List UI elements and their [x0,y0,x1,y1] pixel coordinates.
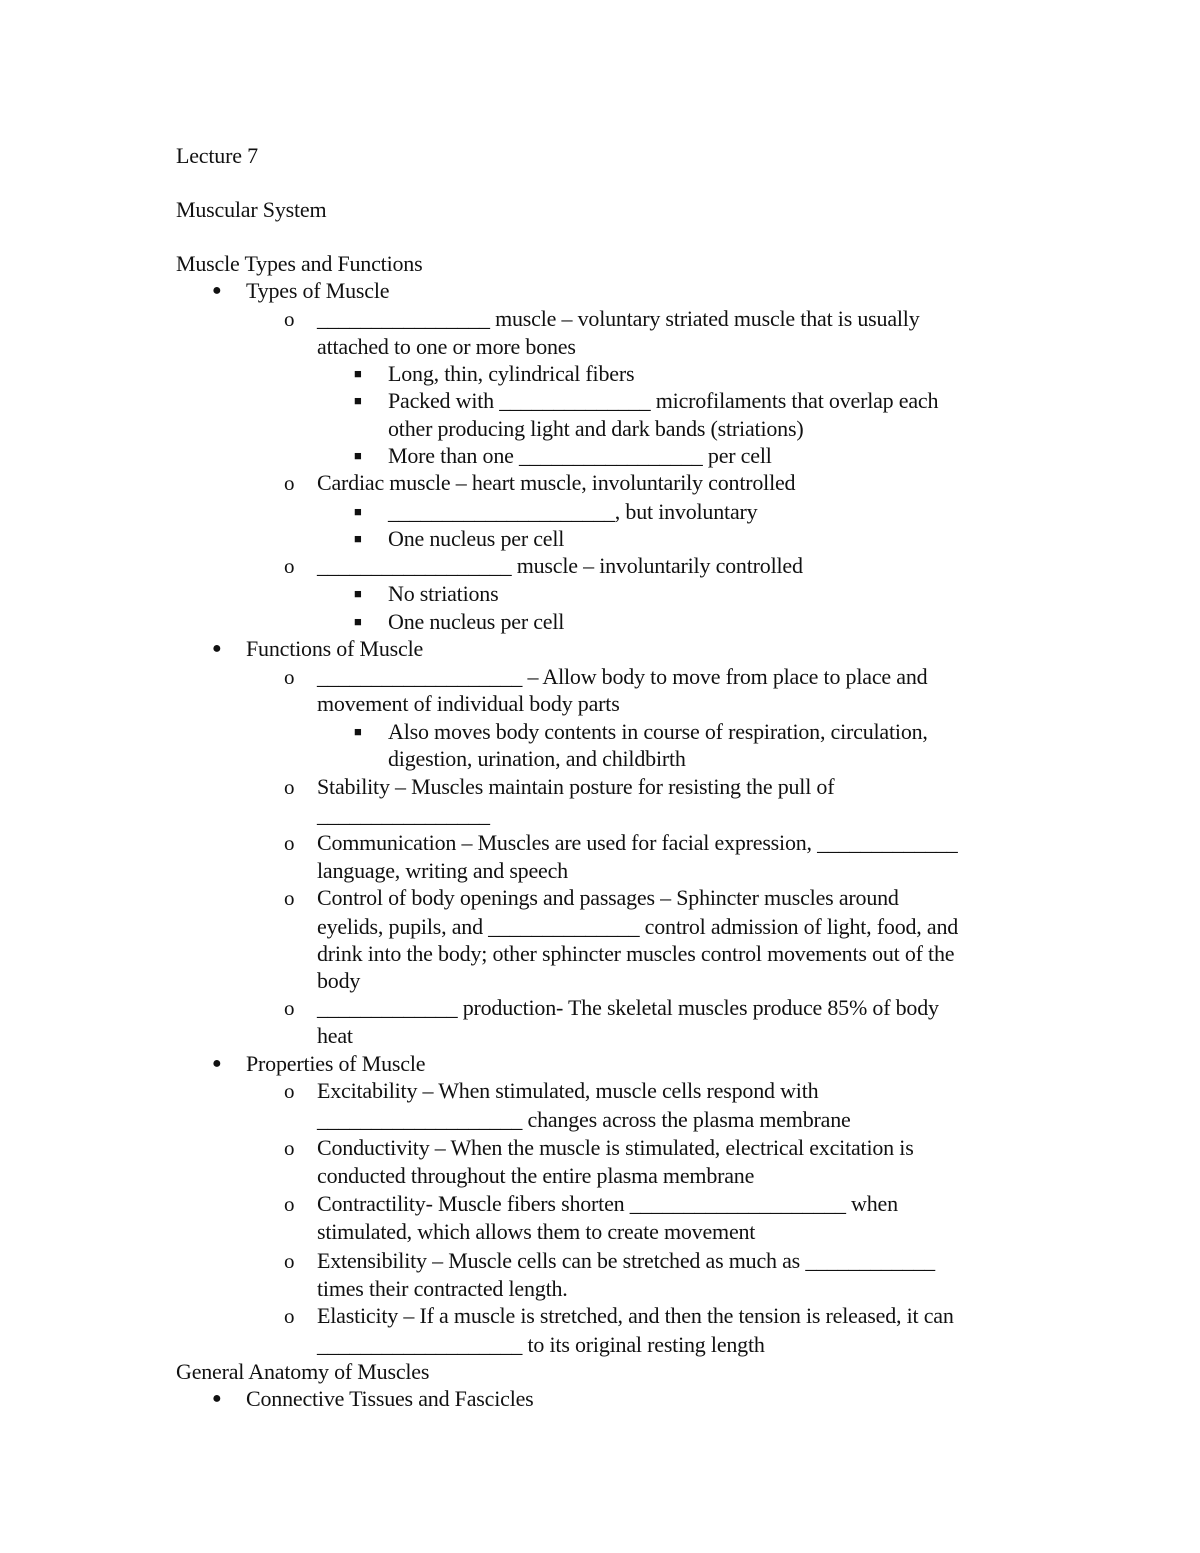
bullet-level2: o [284,996,295,1020]
bullet-level1: ● [212,1390,222,1407]
list-item-text: heat [317,1023,353,1048]
list-item-text: ___________________ to its original resting length [317,1332,765,1357]
list-item: Properties of Muscle [246,1051,426,1076]
bullet-level3: ■ [354,614,362,629]
list-item-text: Excitability – When stimulated, muscle cells respond with [317,1078,819,1103]
list-item-text: One nucleus per cell [388,526,565,551]
list-item-text: movement of individual body parts [317,691,620,716]
bullet-level3: ■ [354,531,362,546]
bullet-level3: ■ [354,586,362,601]
list-item-text: Cardiac muscle – heart muscle, involuntarily controlled [317,470,796,495]
bullet-level3: ■ [354,724,362,739]
bullet-level2: o [284,1136,295,1160]
list-item: Connective Tissues and Fascicles [246,1386,534,1411]
list-item-text: Contractility- Muscle fibers shorten ____________________ when [317,1191,898,1216]
list-item: Functions of Muscle [246,636,424,661]
bullet-level2: o [284,1079,295,1103]
bullet-level3: ■ [354,366,362,381]
list-item-text: Stability – Muscles maintain posture for resisting the pull of [317,774,835,799]
bullet-level2: o [284,554,295,578]
list-item-text: times their contracted length. [317,1276,568,1301]
list-item-text: Long, thin, cylindrical fibers [388,361,635,386]
list-item-text: stimulated, which allows them to create movement [317,1219,756,1244]
list-item-text: Packed with ______________ microfilaments that overlap each [388,388,939,413]
list-item-text: _____________ production- The skeletal muscles produce 85% of body [317,995,939,1020]
list-item-text: ________________ muscle – voluntary striated muscle that is usually [317,306,920,331]
bullet-level2: o [284,1304,295,1328]
list-item-text: Communication – Muscles are used for facial expression, _____________ [317,830,958,855]
document-title: Muscular System [176,197,327,222]
bullet-level1: ● [212,282,222,299]
list-item-text: Elasticity – If a muscle is stretched, and then the tension is released, it can [317,1303,954,1328]
bullet-level1: ● [212,1055,222,1072]
bullet-level3: ■ [354,504,362,519]
section-heading: General Anatomy of Muscles [176,1359,430,1384]
bullet-level2: o [284,1249,295,1273]
bullet-level2: o [284,471,295,495]
bullet-level1: ● [212,640,222,657]
list-item-text: body [317,968,361,993]
list-item-text: _____________________, but involuntary [388,499,758,524]
list-item-text: ___________________ changes across the plasma membrane [317,1107,851,1132]
list-item-text: Conductivity – When the muscle is stimulated, electrical excitation is [317,1135,914,1160]
list-item-text: language, writing and speech [317,858,568,883]
bullet-level2: o [284,831,295,855]
bullet-level2: o [284,775,295,799]
list-item-text: Also moves body contents in course of respiration, circulation, [388,719,928,744]
list-item-text: More than one _________________ per cell [388,443,772,468]
list-item-text: Control of body openings and passages – Sphincter muscles around [317,885,899,910]
list-item-text: digestion, urination, and childbirth [388,746,686,771]
lecture-number: Lecture 7 [176,143,258,168]
bullet-level2: o [284,665,295,689]
list-item-text: One nucleus per cell [388,609,565,634]
section-heading: Muscle Types and Functions [176,251,423,276]
bullet-level3: ■ [354,448,362,463]
bullet-level2: o [284,307,295,331]
list-item-text: conducted throughout the entire plasma membrane [317,1163,755,1188]
list-item-text: __________________ muscle – involuntarily controlled [317,553,803,578]
list-item-text: attached to one or more bones [317,334,576,359]
list-item-text: No striations [388,581,499,606]
list-item-text: Extensibility – Muscle cells can be stretched as much as ____________ [317,1248,935,1273]
list-item-text: eyelids, pupils, and ______________ control admission of light, food, and [317,914,959,939]
list-item-text: ___________________ – Allow body to move from place to place and [317,664,928,689]
list-item-text: ________________ [317,802,490,827]
list-item: Types of Muscle [246,278,390,303]
list-item-text: drink into the body; other sphincter muscles control movements out of the [317,941,955,966]
list-item-text: other producing light and dark bands (striations) [388,416,804,441]
bullet-level2: o [284,886,295,910]
bullet-level2: o [284,1192,295,1216]
bullet-level3: ■ [354,393,362,408]
